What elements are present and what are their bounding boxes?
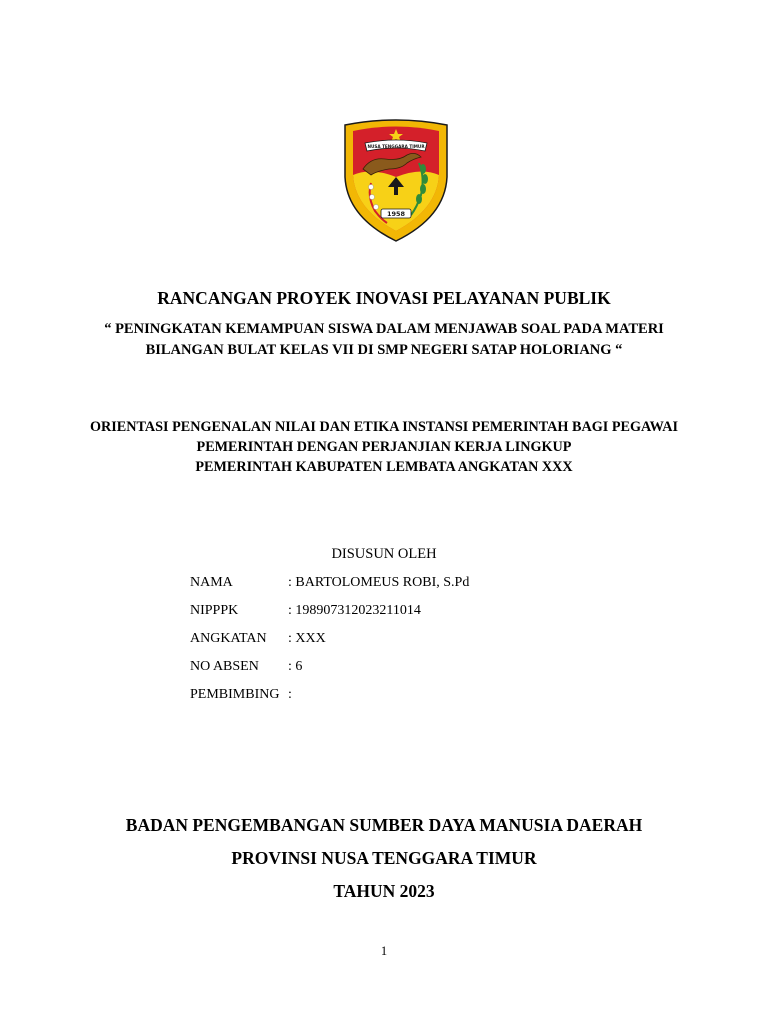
info-value: : [288,687,292,702]
institution-line-1: BADAN PENGEMBANGAN SUMBER DAYA MANUSIA DAERAH [125,815,643,835]
info-label: ANGKATAN [190,631,267,646]
orientation-line-1: ORIENTASI PENGENALAN NILAI DAN ETIKA INSTANSI PEMERINTAH BAGI PEGAWAI [89,419,679,435]
orientation-line-3: PEMERINTAH KABUPATEN LEMBATA ANGKATAN XXX [195,459,573,475]
info-label: PEMBIMBING [190,687,280,702]
page-number: 1 [380,944,388,958]
svg-text:1958: 1958 [386,210,406,218]
info-label: NIPPPK [190,603,239,618]
institution-line-2: PROVINSI NUSA TENGGARA TIMUR [231,848,537,868]
subtitle-line-2: BILANGAN BULAT KELAS VII DI SMP NEGERI SATAP HOLORIANG “ [145,342,623,358]
document-title: RANCANGAN PROYEK INOVASI PELAYANAN PUBLIK [157,288,611,308]
institution-line-3: TAHUN 2023 [333,881,435,901]
info-label: NO ABSEN [190,659,259,674]
info-value: : 6 [288,659,303,674]
info-value: : BARTOLOMEUS ROBI, S.Pd [288,575,470,590]
subtitle-line-1: “ PENINGKATAN KEMAMPUAN SISWA DALAM MENJAWAB SOAL PADA MATERI [104,321,664,337]
info-value: : 198907312023211014 [288,603,421,618]
emblem-shield-icon [341,117,451,243]
info-value: : XXX [288,631,326,646]
orientation-line-2: PEMERINTAH DENGAN PERJANJIAN KERJA LINGKUP [196,439,572,455]
info-label: NAMA [190,575,233,590]
province-emblem [341,117,451,243]
prepared-by-heading: DISUSUN OLEH [331,546,437,562]
svg-text:NUSA TENGGARA TIMUR: NUSA TENGGARA TIMUR [367,144,425,149]
